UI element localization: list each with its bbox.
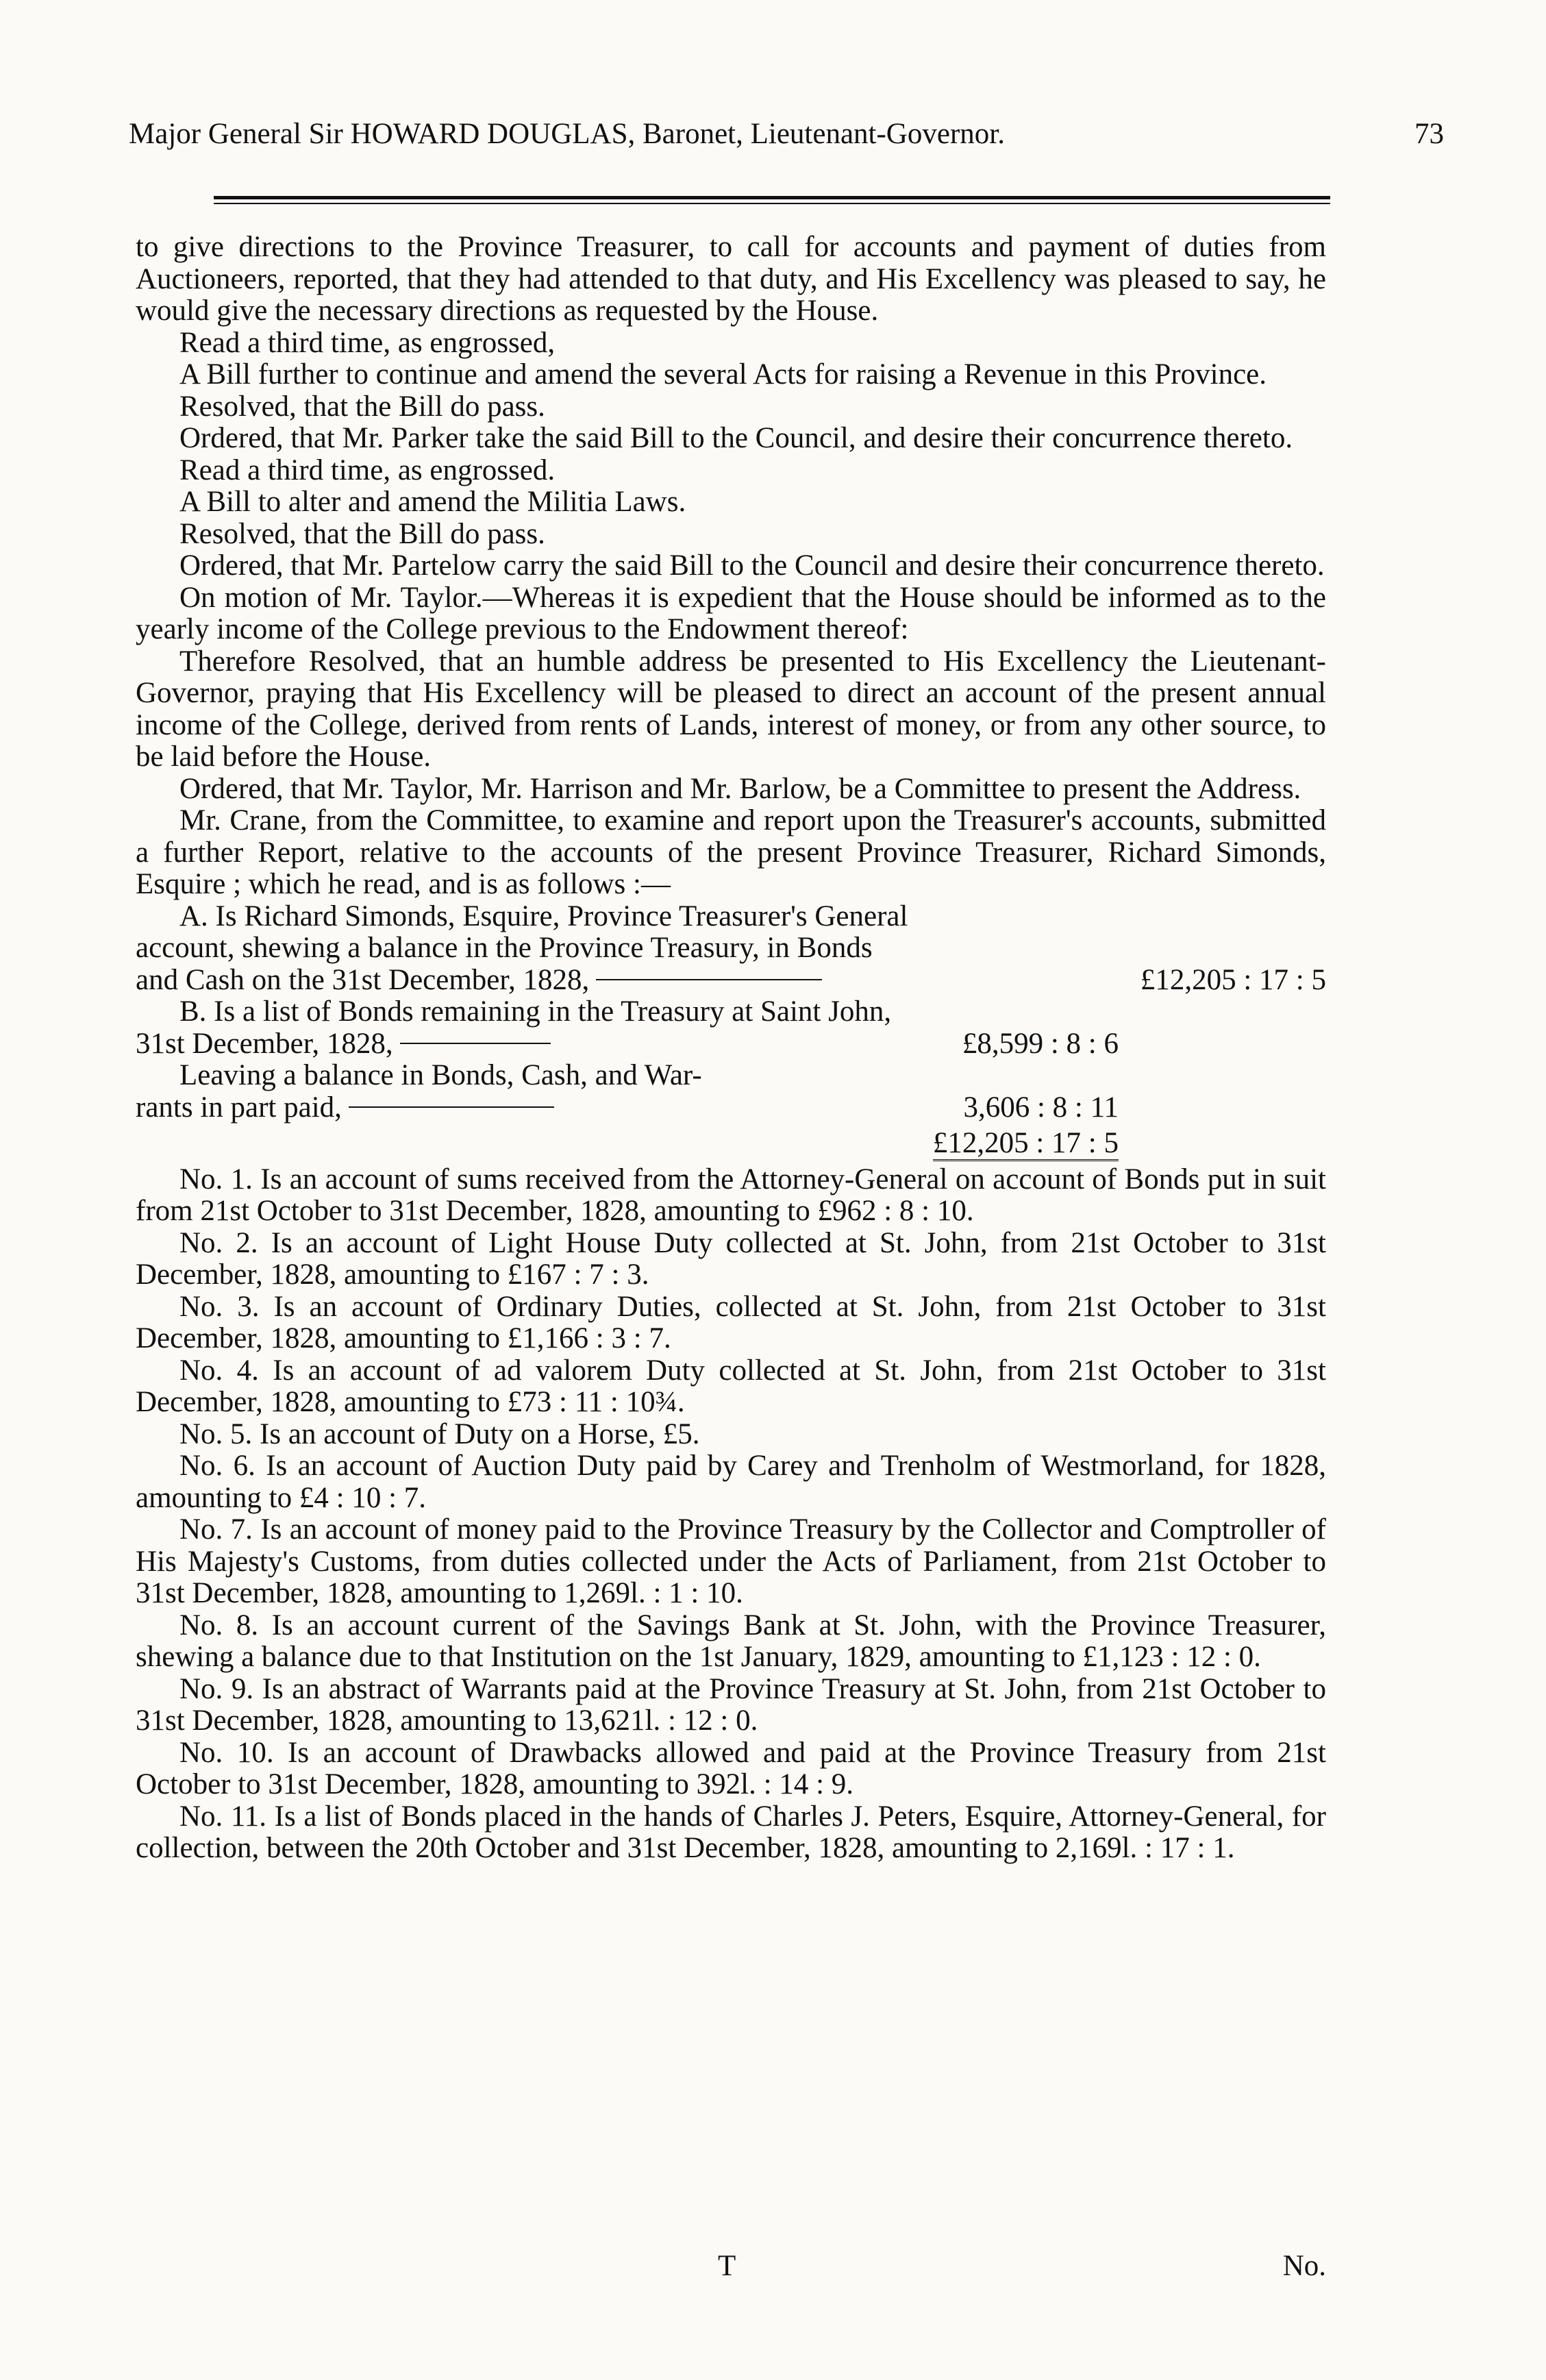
paragraph: Read a third time, as engrossed.: [179, 454, 556, 486]
account-b-amount: £8,599 : 8 : 6: [962, 1027, 1119, 1060]
paragraph: Resolved, that the Bill do pass.: [179, 390, 545, 423]
catchword: No.: [1282, 2250, 1326, 2282]
header-rule-thin: [214, 203, 1330, 204]
account-a-line: A. Is Richard Simonds, Esquire, Province Treasurer's General: [179, 900, 908, 932]
numbered-item: No. 10. Is an account of Drawbacks allowed and paid at the Province Treasury from 21st October to 31st December, 1828, amounting to 392l. : 14 : 9.: [136, 1736, 1326, 1800]
numbered-item: No. 2. Is an account of Light House Duty collected at St. John, from 21st October to 31st December, 1828, amounting to £167 : 7 : 3.: [136, 1226, 1326, 1291]
paragraph: Ordered, that Mr. Parker take the said Bill to the Council, and desire their concurrence thereto.: [179, 422, 1293, 454]
signature-mark: T: [718, 2250, 736, 2282]
numbered-item: No. 1. Is an account of sums received from the Attorney-General on account of Bonds put in suit from 21st October to 31st December, 1828, amounting to £962 : 8 : 10.: [136, 1163, 1326, 1227]
account-c-line: Leaving a balance in Bonds, Cash, and War-: [179, 1059, 702, 1091]
paragraph: Ordered, that Mr. Partelow carry the said Bill to the Council and desire their concurrence thereto.: [179, 549, 1325, 582]
numbered-item: No. 3. Is an account of Ordinary Duties, collected at St. John, from 21st October to 31st December, 1828, amounting to £1,166 : 3 : 7.: [136, 1290, 1326, 1354]
page-body: [136, 232, 1326, 1865]
treasurer-account-table: [136, 901, 1326, 1164]
paragraph: Resolved, that the Bill do pass.: [179, 517, 545, 550]
numbered-item: No. 5. Is an account of Duty on a Horse, £5.: [179, 1417, 700, 1450]
running-header: [129, 115, 1444, 153]
paragraph: to give directions to the Province Treasurer, to call for accounts and payment of duties from Auctioneers, reported, that they had attended to that duty, and His Excellency was pleased to say, he would give the necessary directions as requested by the House.: [136, 231, 1326, 327]
numbered-item: No. 6. Is an account of Auction Duty paid by Carey and Trenholm of Westmorland, for 1828, amounting to £4 : 10 : 7.: [136, 1450, 1326, 1514]
account-c-line: rants in part paid,: [136, 1091, 342, 1124]
paragraph: Mr. Crane, from the Committee, to examine and report upon the Treasurer's accounts, submitted a further Report, relative to the accounts of the present Province Treasurer, Richard Simonds, Esquire ; which he read, and is as follows :—: [136, 804, 1326, 900]
numbered-item: No. 9. Is an abstract of Warrants paid at the Province Treasury at St. John, from 21st October to 31st December, 1828, amounting to 13,621l. : 12 : 0.: [136, 1672, 1326, 1737]
numbered-item: No. 4. Is an account of ad valorem Duty collected at St. John, from 21st October to 31st December, 1828, amounting to £73 : 11 : 10¾.: [136, 1354, 1326, 1418]
numbered-item: No. 8. Is an account current of the Savings Bank at St. John, with the Province Treasurer, shewing a balance due to that Institution on the 1st January, 1829, amounting to £1,123 : 12 : 0.: [136, 1609, 1326, 1673]
account-b-line: B. Is a list of Bonds remaining in the Treasury at Saint John,: [179, 995, 892, 1028]
numbered-item: No. 11. Is a list of Bonds placed in the hands of Charles J. Peters, Esquire, Attorney-General, for collection, between the 20th October and 31st December, 1828, amounting to 2,169l. : 17 : 1.: [136, 1800, 1326, 1864]
paragraph: Therefore Resolved, that an humble address be presented to His Excellency the Lieutenant-Governor, praying that His Excellency will be pleased to direct an account of the present annual income of the College, derived from rents of Lands, interest of money, or from any other source, to be laid before the House.: [136, 645, 1326, 773]
account-sum: £12,205 : 17 : 5: [933, 1127, 1119, 1161]
paragraph: On motion of Mr. Taylor.—Whereas it is expedient that the House should be informed as to the yearly income of the College previous to the Endowment thereof:: [136, 581, 1326, 645]
leader-line: [349, 1106, 554, 1108]
account-c-amount: 3,606 : 8 : 11: [963, 1091, 1119, 1124]
numbered-item: No. 7. Is an account of money paid to the Province Treasury by the Collector and Comptroller of His Majesty's Customs, from duties collected under the Acts of Parliament, from 21st October to 31st December, 1828, amounting to 1,269l. : 1 : 10.: [136, 1513, 1326, 1609]
header-rule-thick: [214, 196, 1330, 199]
paragraph: Read a third time, as engrossed,: [179, 326, 556, 359]
paragraph: A Bill to alter and amend the Militia Laws.: [179, 486, 686, 518]
page-number: 73: [1414, 118, 1444, 150]
page-footer: [136, 2248, 1326, 2284]
leader-line: [400, 1043, 551, 1044]
leader-line: [596, 979, 822, 980]
account-a-line: account, shewing a balance in the Province Treasury, in Bonds: [136, 932, 873, 964]
paragraph: Ordered, that Mr. Taylor, Mr. Harrison and Mr. Barlow, be a Committee to present the Address.: [179, 772, 1301, 805]
paragraph: A Bill further to continue and amend the several Acts for raising a Revenue in this Province.: [179, 358, 1267, 391]
running-head-title: Major General Sir HOWARD DOUGLAS, Baronet, Lieutenant-Governor.: [129, 118, 1005, 150]
account-a-line: and Cash on the 31st December, 1828,: [136, 963, 590, 996]
account-a-total: £12,205 : 17 : 5: [1140, 963, 1326, 996]
account-b-line: 31st December, 1828,: [136, 1027, 393, 1060]
